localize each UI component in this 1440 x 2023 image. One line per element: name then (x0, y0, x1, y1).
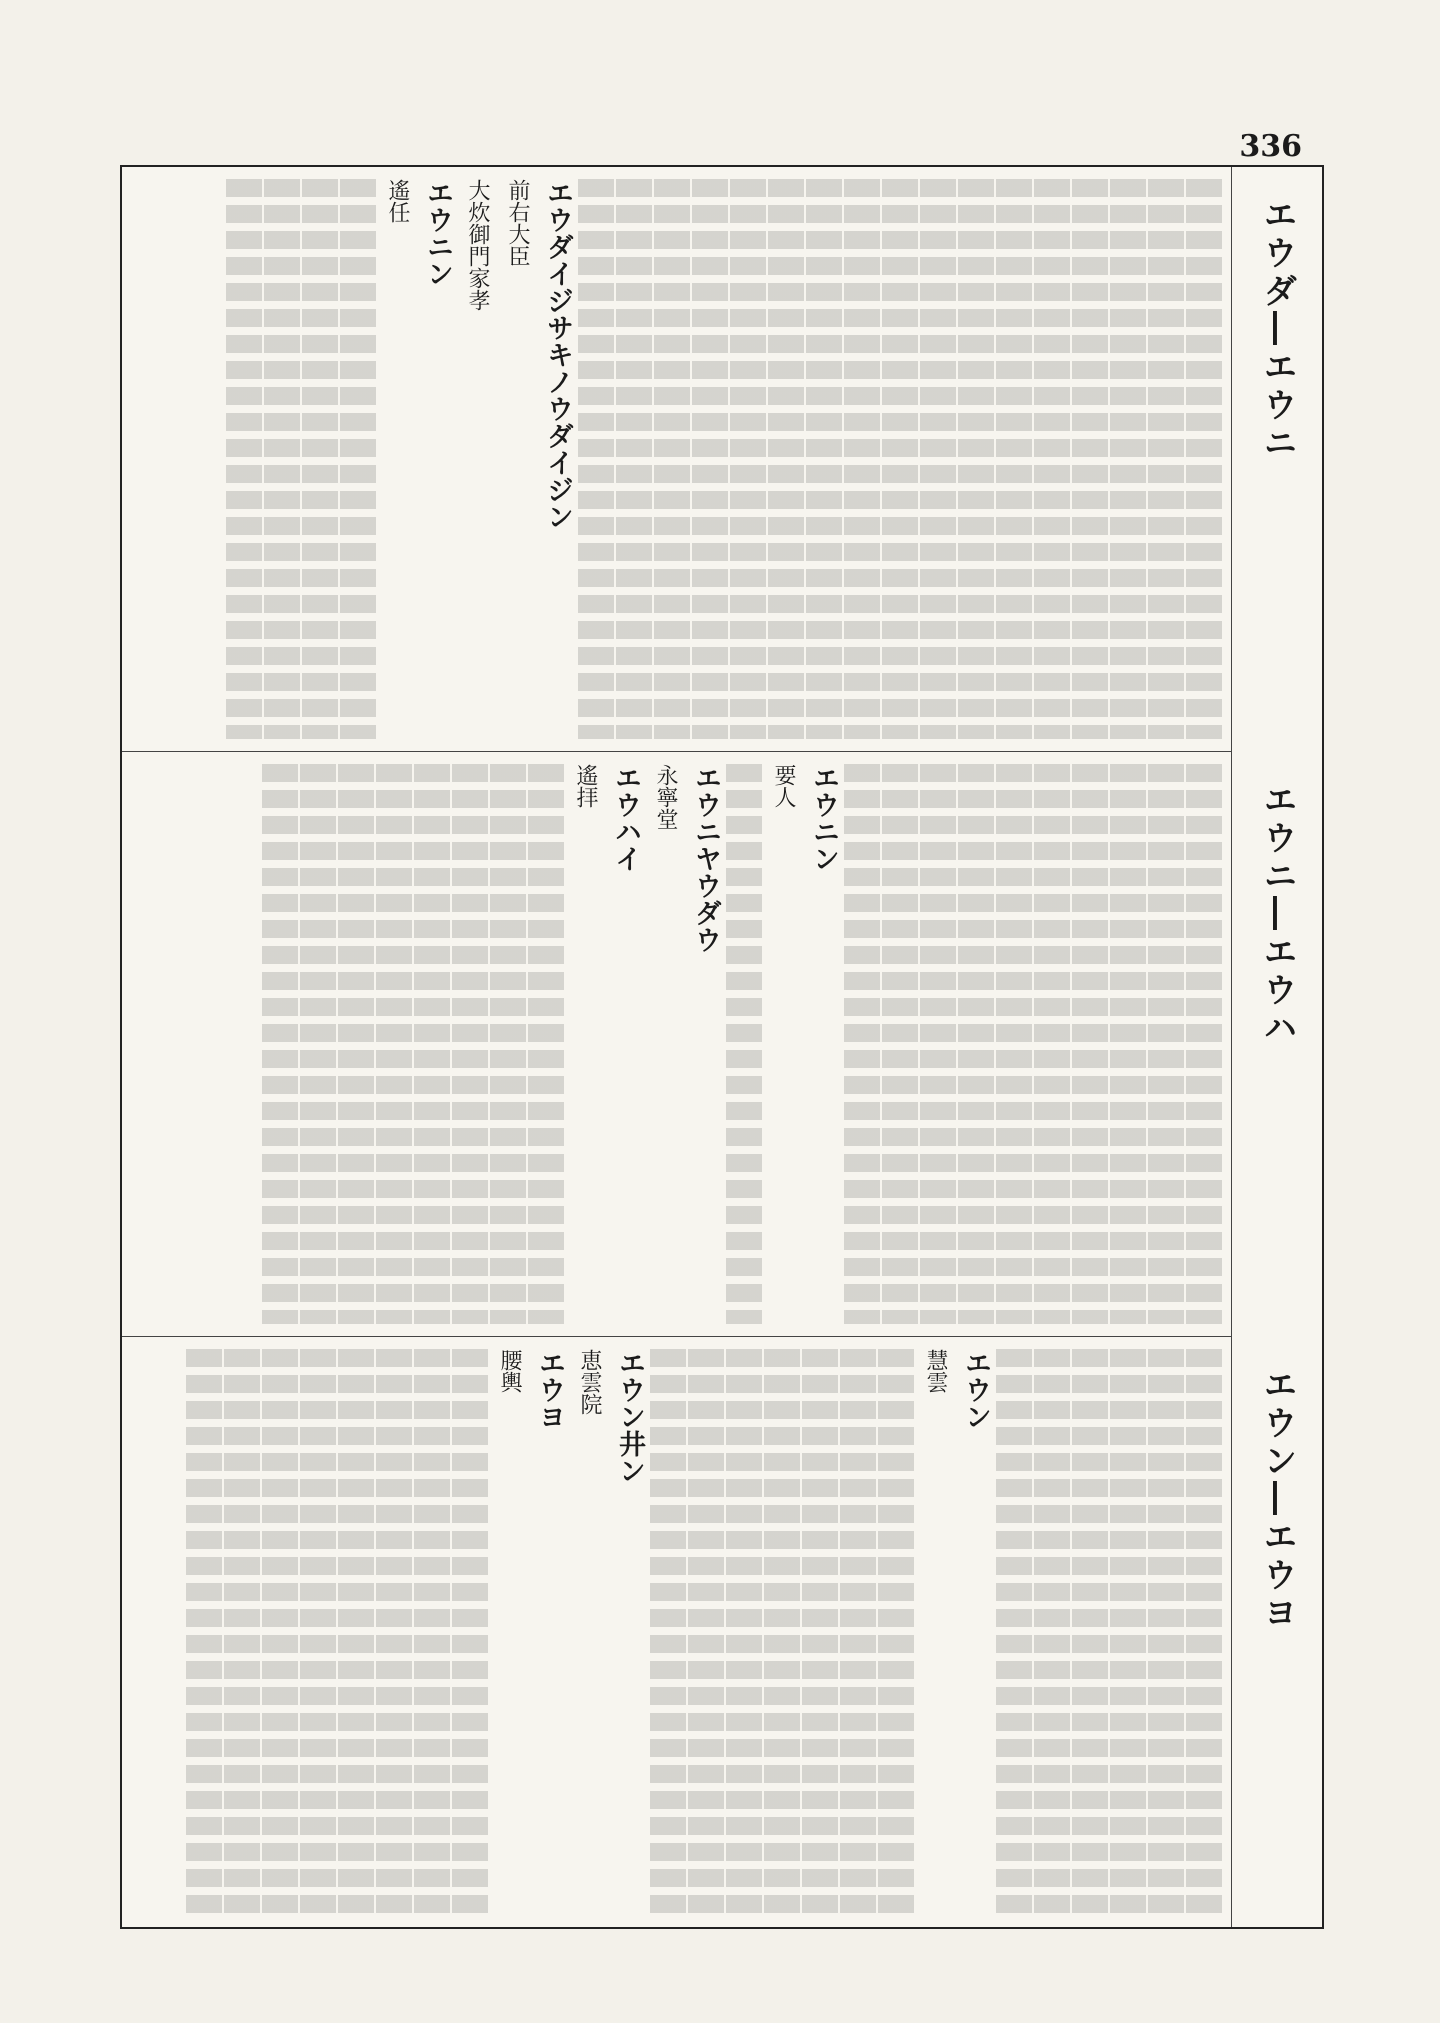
illegible-text (1110, 1349, 1146, 1915)
headword-note: 大炊御門家孝 (465, 179, 490, 311)
running-head: エウン―エウヨ (1257, 1367, 1297, 1633)
illegible-text (1110, 179, 1146, 739)
illegible-text (840, 1349, 876, 1915)
illegible-text (262, 764, 298, 1324)
illegible-text (882, 179, 918, 739)
illegible-text (1186, 764, 1222, 1324)
headword-kana: エウニン (422, 179, 453, 287)
illegible-text (1110, 764, 1146, 1324)
illegible-text (1072, 1349, 1108, 1915)
illegible-text (688, 1349, 724, 1915)
illegible-text (726, 1349, 762, 1915)
dictionary-page (120, 129, 1324, 1929)
headword-kana: エウダイジサキノウダイジン (542, 179, 573, 530)
illegible-text (996, 179, 1032, 739)
illegible-text (452, 764, 488, 1324)
illegible-text (1072, 179, 1108, 739)
running-head: エウニ―エウハ (1257, 782, 1297, 1048)
illegible-text (1034, 179, 1070, 739)
headword-kanji: 前右大臣 (505, 179, 530, 267)
illegible-text (490, 764, 526, 1324)
illegible-text (882, 764, 918, 1324)
headword-kana: エウヨ (534, 1349, 565, 1430)
headword-kanji: 要人 (771, 764, 796, 808)
illegible-text (764, 1349, 800, 1915)
illegible-text (996, 764, 1032, 1324)
illegible-text (302, 179, 338, 739)
illegible-text (654, 179, 690, 739)
headword-kanji: 恵雲院 (577, 1349, 602, 1415)
illegible-text (376, 1349, 412, 1915)
illegible-text (224, 1349, 260, 1915)
illegible-text (996, 1349, 1032, 1915)
headword-kanji: 慧雲 (923, 1349, 948, 1393)
illegible-text (1072, 764, 1108, 1324)
illegible-text (414, 1349, 450, 1915)
illegible-text (958, 764, 994, 1324)
illegible-text (262, 1349, 298, 1915)
illegible-text (920, 179, 956, 739)
illegible-text (1148, 179, 1184, 739)
running-head: エウダ―エウニ (1257, 197, 1297, 463)
entry-band-1 (122, 167, 1232, 752)
illegible-text (692, 179, 728, 739)
illegible-text (878, 1349, 914, 1915)
illegible-text (726, 764, 762, 1324)
headword-kanji: 永寧堂 (653, 764, 678, 830)
illegible-text (1034, 764, 1070, 1324)
illegible-text (1034, 1349, 1070, 1915)
headword-kana: エウハイ (610, 764, 641, 872)
illegible-text (806, 179, 842, 739)
page-number: 336 (1239, 129, 1302, 164)
illegible-text (802, 1349, 838, 1915)
illegible-text (528, 764, 564, 1324)
headword-kana: エウニヤウダウ (690, 764, 721, 953)
illegible-text (452, 1349, 488, 1915)
illegible-text (768, 179, 804, 739)
illegible-text (650, 1349, 686, 1915)
illegible-text (1186, 179, 1222, 739)
illegible-text (226, 179, 262, 739)
headword-kana: エウン (960, 1349, 991, 1430)
illegible-text (376, 764, 412, 1324)
illegible-text (958, 179, 994, 739)
illegible-text (616, 179, 652, 739)
illegible-text (730, 179, 766, 739)
illegible-text (186, 1349, 222, 1915)
illegible-text (844, 179, 880, 739)
illegible-text (1186, 1349, 1222, 1915)
illegible-text (300, 1349, 336, 1915)
illegible-text (340, 179, 376, 739)
illegible-text (1148, 764, 1184, 1324)
entry-band-3 (122, 1337, 1232, 1927)
illegible-text (338, 764, 374, 1324)
headword-kana: エウン井ン (614, 1349, 645, 1484)
illegible-text (300, 764, 336, 1324)
headword-kanji: 遙拝 (573, 764, 598, 808)
illegible-text (1148, 1349, 1184, 1915)
entry-band-2 (122, 752, 1232, 1337)
illegible-text (264, 179, 300, 739)
running-head-column (1231, 167, 1322, 1927)
headword-kanji: 腰輿 (497, 1349, 522, 1393)
headword-kanji: 遙任 (385, 179, 410, 223)
headword-kana: エウニン (808, 764, 839, 872)
illegible-text (844, 764, 880, 1324)
illegible-text (414, 764, 450, 1324)
illegible-text (578, 179, 614, 739)
illegible-text (338, 1349, 374, 1915)
illegible-text (920, 764, 956, 1324)
